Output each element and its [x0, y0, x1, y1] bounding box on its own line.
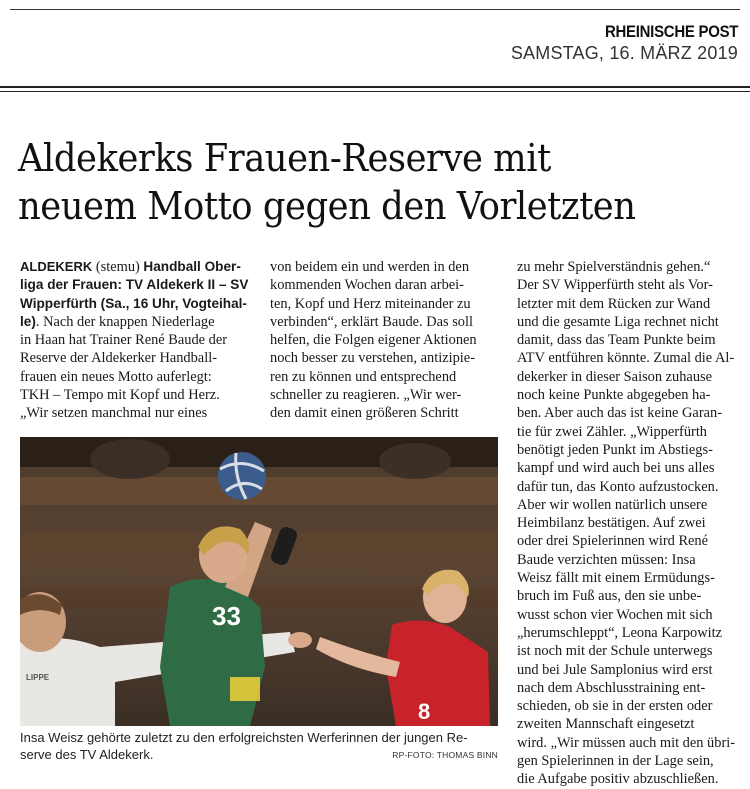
text-line: helfen, die Folgen eigener Aktionen: [270, 332, 477, 349]
text-line: Aber wir wollen natürlich unsere: [517, 496, 708, 513]
byline: (stemu): [95, 259, 140, 275]
text-line: „herumschleppt“, Leona Karpowitz: [517, 624, 722, 641]
text-line: noch besser zu verstehen, antizipie-: [270, 350, 475, 367]
text-line: frauen ein neues Motto auferlegt:: [20, 368, 212, 385]
handball-photo: [20, 437, 498, 726]
text-line: in Haan hat Trainer René Baude der: [20, 332, 228, 349]
dateline: ALDEKERK: [20, 259, 93, 274]
masthead-double-rule: [0, 86, 750, 92]
text-line: letzter mit dem Rücken zur Wand: [517, 295, 711, 312]
text-line: wird. „Wir müssen auch mit den übri-: [517, 734, 736, 751]
article-column-3: [517, 258, 739, 789]
text-line: damit, dass das Team Punkte beim: [517, 332, 716, 349]
text-line: schieden, ob sie in der ersten oder: [517, 698, 713, 715]
newspaper-name: RHEINISCHE POST: [604, 22, 738, 41]
headline-line-1: Aldekerks Frauen-Reserve mit: [18, 136, 551, 180]
text-line: Reserve der Aldekerker Handball-: [20, 350, 217, 367]
text-line: dafür tun, das Konto aufzustocken.: [517, 478, 719, 495]
text-line: bruch im Fuß aus, den sie unbe-: [517, 588, 702, 605]
text-line: die Aufgabe positiv abzuschließen.: [517, 771, 719, 788]
masthead: [511, 22, 738, 64]
headline-line-2: neuem Motto gegen den Vorletzten: [18, 184, 636, 228]
text-line: gen Spielerinnen in der Lage sein,: [517, 753, 714, 770]
text-line: Wipperfürth (Sa., 16 Uhr, Vogteihal-: [20, 295, 247, 311]
article-column-2: [270, 258, 501, 423]
photo-credit: RP-FOTO: THOMAS BINN: [392, 750, 498, 760]
text-line: verbinden“, erklärt Baude. Das soll: [270, 313, 474, 330]
article-column-1: [20, 258, 252, 423]
text-line: Baude verzichten müssen: Insa: [517, 551, 696, 568]
text-line: zu mehr Spielverständnis gehen.“: [517, 259, 711, 275]
text-line: liga der Frauen: TV Aldekerk II – SV: [20, 277, 249, 293]
text-line: [20, 313, 252, 331]
text-line-bold: le): [20, 313, 36, 329]
text-line: nach dem Abschlusstraining ent-: [517, 679, 706, 696]
text-line: zweiten Mannschaft eingesetzt: [517, 716, 695, 733]
text-line: ren zu können und entsprechend: [270, 368, 457, 385]
text-line: Der SV Wipperfürth steht als Vor-: [517, 277, 713, 294]
text-line: ten, Kopf und Herz miteinander zu: [270, 295, 471, 312]
green-jersey-number: 33: [212, 601, 241, 631]
text-line: dekerker in dieser Saison zuhause: [517, 368, 713, 385]
text-line: den damit einen größeren Schritt: [270, 405, 459, 422]
text-line: und die gesamte Liga rechnet nicht: [517, 313, 719, 330]
text-line: schneller zu reagieren. „Wir wer-: [270, 387, 462, 404]
text-line: TKH – Tempo mit Kopf und Herz.: [20, 387, 220, 404]
photo-illustration: [20, 437, 498, 726]
text-line: und bei Jule Samplonius wird erst: [517, 661, 713, 678]
column-1-line-1: [20, 258, 252, 276]
text-line: benötigt jeden Punkt im Abstiegs-: [517, 441, 713, 458]
text-line: ist noch mit der Schule unterwegs: [517, 643, 713, 660]
text-line: noch keine Punkte abgegeben ha-: [517, 387, 711, 404]
text-line: Handball Ober-: [143, 259, 241, 274]
text-line: Heimbilanz bestätigen. Auf zwei: [517, 515, 706, 532]
text-line-rest: . Nach der knappen Niederlage: [35, 313, 215, 330]
text-line: wusst schon vier Wochen mit sich: [517, 606, 713, 623]
text-line: ATV entführen könnte. Zumal die Al-: [517, 350, 735, 367]
sponsor-text: LIPPE: [26, 673, 50, 682]
text-line: tie für zwei Zähler. „Wipperfürth: [517, 423, 708, 440]
red-jersey-number: 8: [418, 699, 431, 724]
text-line: von beidem ein und werden in den: [270, 259, 470, 275]
text-line: ben. Aber auch das ist keine Garan-: [517, 405, 722, 422]
text-line: kommenden Wochen daran arbei-: [270, 277, 464, 294]
text-line: Weisz fällt mit einem Ermüdungs-: [517, 570, 715, 587]
issue-date: SAMSTAG, 16. MÄRZ 2019: [510, 43, 738, 63]
text-line: „Wir setzen manchmal nur eines: [20, 405, 208, 422]
text-line: kampf und wird auch bei uns alles: [517, 460, 715, 477]
article-headline: [18, 134, 697, 230]
caption-line-1: Insa Weisz gehörte zuletzt zu den erfolgreichsten Werferinnen der jungen Re-: [20, 730, 468, 745]
text-line: oder drei Spielerinnen wird René: [517, 533, 709, 550]
top-rule: [10, 9, 740, 10]
caption-line-2: serve des TV Aldekerk.: [20, 746, 154, 762]
